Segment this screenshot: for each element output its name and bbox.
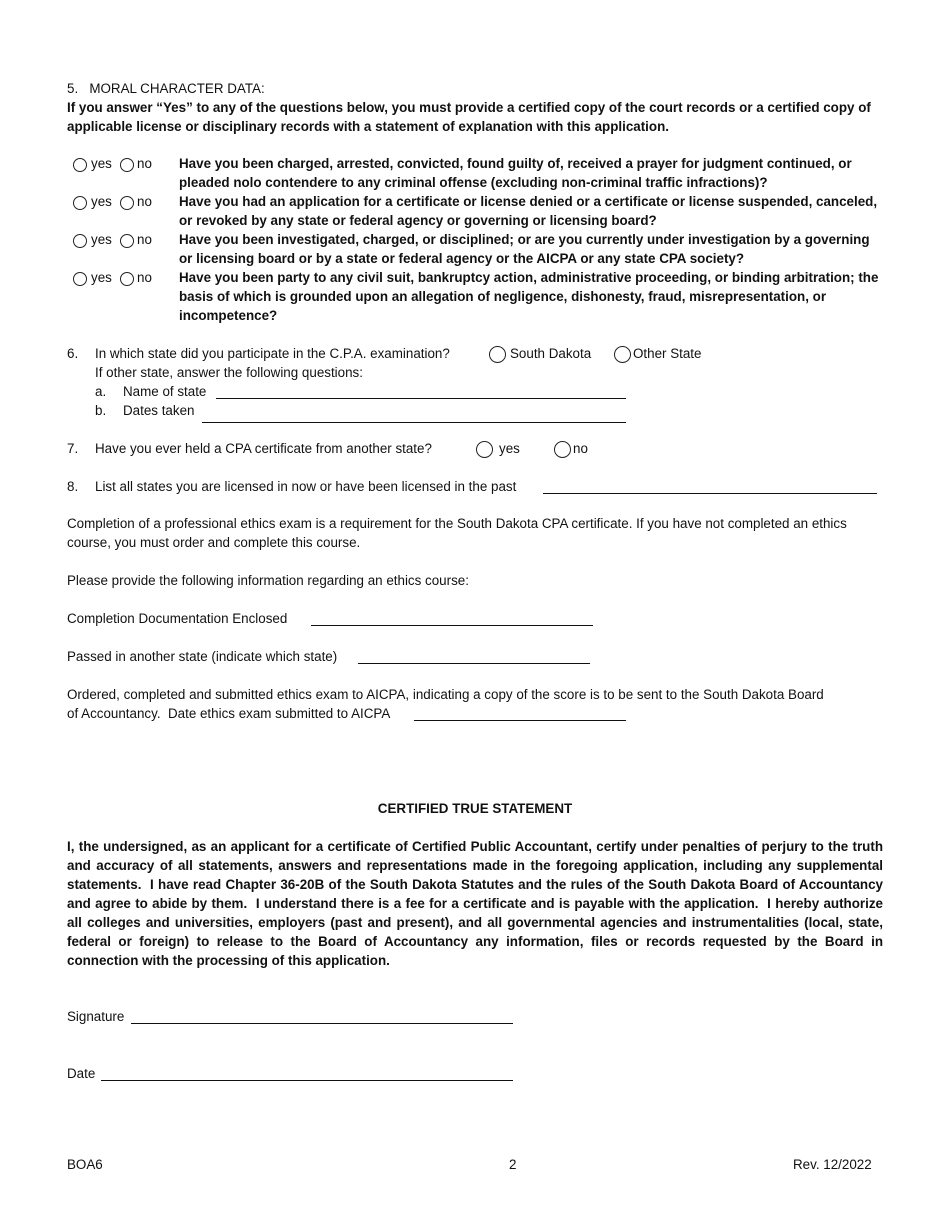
passed-another-state-field[interactable] — [358, 663, 590, 664]
q1-no-radio[interactable] — [120, 158, 134, 172]
signature-field[interactable] — [131, 1023, 513, 1024]
section8-number: 8. — [67, 479, 79, 494]
ethics-ordered-line2: of Accountancy. Date ethics exam submitted to AICPA — [67, 706, 391, 721]
completion-documentation-field[interactable] — [311, 625, 593, 626]
ethics-exam-date-field[interactable] — [414, 720, 626, 721]
section6-followup: If other state, answer the following questions: — [95, 365, 363, 380]
q4-no-radio[interactable] — [120, 272, 134, 286]
footer-page-number: 2 — [509, 1157, 517, 1172]
q1-no-label: no — [137, 156, 152, 171]
other-state-radio[interactable] — [614, 346, 631, 363]
q1-text: Have you been charged, arrested, convicted, found guilty of, received a prayer for judgment continued, or pleaded nolo contendere to any criminal offense (excluding non-criminal traffic infractions)? — [179, 156, 852, 190]
q3-yes-label: yes — [91, 232, 112, 247]
section6-question: In which state did you participate in the C.P.A. examination? — [95, 346, 450, 361]
south-dakota-label: South Dakota — [510, 346, 592, 361]
q3-no-radio[interactable] — [120, 234, 134, 248]
q2-yes-label: yes — [91, 194, 112, 209]
ethics-requirement: Completion of a professional ethics exam is a requirement for the South Dakota CPA certificate. If you have not completed an ethics course, you must order and complete this course. — [67, 516, 847, 550]
q4-yes-radio[interactable] — [73, 272, 87, 286]
name-of-state-field[interactable] — [216, 398, 626, 399]
section6-number: 6. — [67, 346, 79, 361]
date-field[interactable] — [101, 1080, 513, 1081]
q4-yes-label: yes — [91, 270, 112, 285]
section7-question: Have you ever held a CPA certificate from another state? — [95, 441, 432, 456]
signature-label: Signature — [67, 1009, 125, 1024]
held-cert-no-label: no — [573, 441, 588, 456]
date-label: Date — [67, 1066, 96, 1081]
q2-no-radio[interactable] — [120, 196, 134, 210]
passed-another-state-label: Passed in another state (indicate which state) — [67, 649, 338, 664]
section6-b-marker: b. — [95, 403, 107, 418]
certified-title: CERTIFIED TRUE STATEMENT — [377, 801, 573, 816]
name-of-state-label: Name of state — [123, 384, 207, 399]
q1-yes-label: yes — [91, 156, 112, 171]
dates-taken-field[interactable] — [202, 422, 626, 423]
q2-no-label: no — [137, 194, 152, 209]
dates-taken-label: Dates taken — [123, 403, 195, 418]
section6-a-marker: a. — [95, 384, 107, 399]
other-state-label: Other State — [633, 346, 702, 361]
q2-text: Have you had an application for a certificate or license denied or a certificate or license suspended, canceled, or revoked by any state or federal agency or governing or licensing board? — [179, 194, 878, 228]
q4-no-label: no — [137, 270, 152, 285]
section5-instructions: If you answer “Yes” to any of the questions below, you must provide a certified copy of the court records or a certified copy of applicable license or disciplinary records with a statement of explanation with this application. — [67, 100, 871, 134]
completion-documentation-label: Completion Documentation Enclosed — [67, 611, 288, 626]
q3-yes-radio[interactable] — [73, 234, 87, 248]
section7-number: 7. — [67, 441, 79, 456]
section5-heading: 5. MORAL CHARACTER DATA: — [67, 81, 265, 96]
ethics-provide: Please provide the following information regarding an ethics course: — [67, 573, 469, 588]
held-cert-no-radio[interactable] — [554, 441, 571, 458]
south-dakota-radio[interactable] — [489, 346, 506, 363]
licensed-states-field[interactable] — [543, 493, 877, 494]
q4-text: Have you been party to any civil suit, bankruptcy action, administrative proceeding, or binding arbitration; the basis of which is grounded upon an allegation of negligence, dishonesty, fraud, misrepresentation, or incompetence? — [179, 270, 879, 323]
q3-no-label: no — [137, 232, 152, 247]
ethics-ordered-line1: Ordered, completed and submitted ethics exam to AICPA, indicating a copy of the score is to be sent to the South Dakota Board — [67, 687, 824, 702]
certified-body: I, the undersigned, as an applicant for a certificate of Certified Public Accountant, certify under penalties of perjury to the truth and accuracy of all statements, answers and representations made in the foregoing application, including any supplemental statements. I have read Chapter 36-20B of the South Dakota Statutes and the rules of the South Dakota Board of Accountancy and agree to abide by them. I understand there is a fee for a certificate and is payable with the application. I hereby authorize all colleges and universities, employers (past and present), and all governmental agencies and instrumentalities (local, state, federal or foreign) to release to the Board of Accountancy any information, files or records requested by the Board in connection with the processing of this application. — [67, 839, 883, 968]
q2-yes-radio[interactable] — [73, 196, 87, 210]
q1-yes-radio[interactable] — [73, 158, 87, 172]
footer-revision: Rev. 12/2022 — [793, 1157, 872, 1172]
held-cert-yes-label: yes — [499, 441, 520, 456]
footer-form-id: BOA6 — [67, 1157, 103, 1172]
section8-question: List all states you are licensed in now or have been licensed in the past — [95, 479, 517, 494]
q3-text: Have you been investigated, charged, or disciplined; or are you currently under investigation by a governing or licensing board or by a state or federal agency or the AICPA or any state CPA society? — [179, 232, 870, 266]
held-cert-yes-radio[interactable] — [476, 441, 493, 458]
